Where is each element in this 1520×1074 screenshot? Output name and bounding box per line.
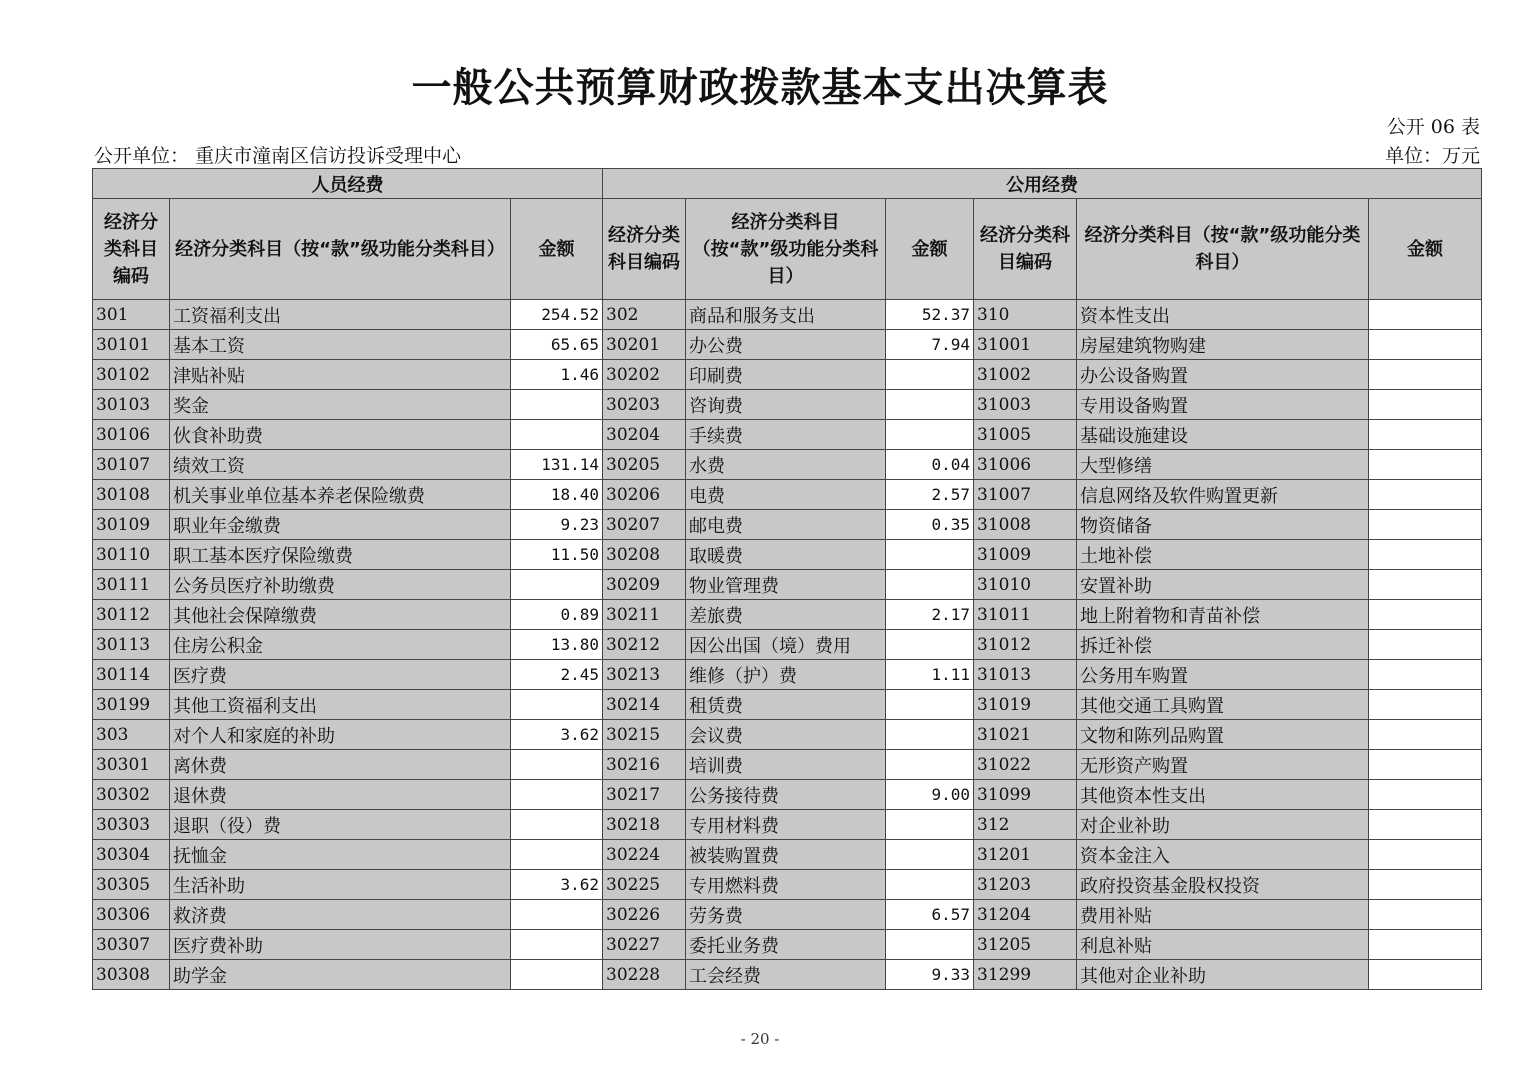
cell-p-code: 30199 bbox=[93, 690, 170, 720]
cell-c-name: 地上附着物和青苗补偿 bbox=[1077, 600, 1369, 630]
cell-p-name: 机关事业单位基本养老保险缴费 bbox=[170, 480, 511, 510]
cell-u-name: 水费 bbox=[686, 450, 886, 480]
cell-p-code: 30107 bbox=[93, 450, 170, 480]
cell-p-name: 助学金 bbox=[170, 960, 511, 990]
cell-u-amount: 6.57 bbox=[886, 900, 974, 930]
cell-c-amount bbox=[1369, 600, 1482, 630]
cell-p-name: 基本工资 bbox=[170, 330, 511, 360]
cell-c-name: 土地补偿 bbox=[1077, 540, 1369, 570]
cell-p-code: 30301 bbox=[93, 750, 170, 780]
cell-p-code: 30302 bbox=[93, 780, 170, 810]
cell-c-name: 基础设施建设 bbox=[1077, 420, 1369, 450]
cell-c-code: 31021 bbox=[974, 720, 1077, 750]
cell-u-code: 30215 bbox=[603, 720, 686, 750]
cell-p-code: 30102 bbox=[93, 360, 170, 390]
cell-c-code: 31003 bbox=[974, 390, 1077, 420]
cell-u-code: 30225 bbox=[603, 870, 686, 900]
cell-c-name: 信息网络及软件购置更新 bbox=[1077, 480, 1369, 510]
cell-u-name: 专用燃料费 bbox=[686, 870, 886, 900]
cell-p-name: 离休费 bbox=[170, 750, 511, 780]
cell-c-name: 其他资本性支出 bbox=[1077, 780, 1369, 810]
table-row bbox=[93, 300, 1482, 330]
cell-u-name: 租赁费 bbox=[686, 690, 886, 720]
cell-c-code: 31201 bbox=[974, 840, 1077, 870]
cell-u-amount bbox=[886, 810, 974, 840]
cell-u-name: 咨询费 bbox=[686, 390, 886, 420]
cell-p-name: 生活补助 bbox=[170, 870, 511, 900]
cell-p-amount: 65.65 bbox=[511, 330, 603, 360]
cell-p-amount bbox=[511, 960, 603, 990]
cell-u-name: 商品和服务支出 bbox=[686, 300, 886, 330]
cell-p-code: 30303 bbox=[93, 810, 170, 840]
cell-p-amount: 2.45 bbox=[511, 660, 603, 690]
table-row bbox=[93, 930, 1482, 960]
cell-p-name: 医疗费 bbox=[170, 660, 511, 690]
cell-u-code: 30226 bbox=[603, 900, 686, 930]
cell-c-name: 费用补贴 bbox=[1077, 900, 1369, 930]
cell-u-code: 30203 bbox=[603, 390, 686, 420]
cell-c-amount bbox=[1369, 750, 1482, 780]
cell-u-amount bbox=[886, 870, 974, 900]
cell-p-name: 其他社会保障缴费 bbox=[170, 600, 511, 630]
cell-c-code: 31001 bbox=[974, 330, 1077, 360]
table-row bbox=[93, 870, 1482, 900]
cell-u-code: 30207 bbox=[603, 510, 686, 540]
cell-c-amount bbox=[1369, 510, 1482, 540]
cell-u-code: 30217 bbox=[603, 780, 686, 810]
cell-u-code: 30208 bbox=[603, 540, 686, 570]
cell-c-code: 31006 bbox=[974, 450, 1077, 480]
header-c-name: 经济分类科目（按“款”级功能分类科目） bbox=[1077, 199, 1369, 300]
cell-c-code: 31011 bbox=[974, 600, 1077, 630]
cell-u-name: 邮电费 bbox=[686, 510, 886, 540]
cell-p-code: 30306 bbox=[93, 900, 170, 930]
cell-u-name: 办公费 bbox=[686, 330, 886, 360]
cell-p-amount bbox=[511, 570, 603, 600]
cell-c-name: 文物和陈列品购置 bbox=[1077, 720, 1369, 750]
cell-p-amount bbox=[511, 840, 603, 870]
cell-p-amount bbox=[511, 810, 603, 840]
cell-u-code: 30212 bbox=[603, 630, 686, 660]
cell-c-name: 利息补贴 bbox=[1077, 930, 1369, 960]
cell-p-amount bbox=[511, 690, 603, 720]
table-row bbox=[93, 720, 1482, 750]
header-u-name: 经济分类科目（按“款”级功能分类科目） bbox=[686, 199, 886, 300]
cell-c-amount bbox=[1369, 570, 1482, 600]
cell-c-code: 31008 bbox=[974, 510, 1077, 540]
cell-u-name: 培训费 bbox=[686, 750, 886, 780]
cell-c-code: 31022 bbox=[974, 750, 1077, 780]
cell-c-name: 拆迁补偿 bbox=[1077, 630, 1369, 660]
table-row bbox=[93, 840, 1482, 870]
cell-p-amount: 3.62 bbox=[511, 720, 603, 750]
cell-p-code: 30304 bbox=[93, 840, 170, 870]
header-c-code: 经济分类科目编码 bbox=[974, 199, 1077, 300]
cell-c-amount bbox=[1369, 690, 1482, 720]
cell-p-name: 对个人和家庭的补助 bbox=[170, 720, 511, 750]
cell-u-name: 专用材料费 bbox=[686, 810, 886, 840]
cell-u-amount bbox=[886, 720, 974, 750]
cell-u-code: 30213 bbox=[603, 660, 686, 690]
cell-c-amount bbox=[1369, 450, 1482, 480]
cell-p-name: 工资福利支出 bbox=[170, 300, 511, 330]
cell-c-name: 大型修缮 bbox=[1077, 450, 1369, 480]
cell-p-name: 退职（役）费 bbox=[170, 810, 511, 840]
cell-c-name: 物资储备 bbox=[1077, 510, 1369, 540]
cell-c-name: 专用设备购置 bbox=[1077, 390, 1369, 420]
cell-u-amount: 7.94 bbox=[886, 330, 974, 360]
cell-u-name: 物业管理费 bbox=[686, 570, 886, 600]
cell-p-amount bbox=[511, 390, 603, 420]
cell-c-name: 房屋建筑物购建 bbox=[1077, 330, 1369, 360]
cell-c-code: 31005 bbox=[974, 420, 1077, 450]
cell-p-code: 30106 bbox=[93, 420, 170, 450]
cell-u-code: 30204 bbox=[603, 420, 686, 450]
section-header-row bbox=[93, 169, 1482, 199]
cell-u-name: 维修（护）费 bbox=[686, 660, 886, 690]
cell-c-name: 安置补助 bbox=[1077, 570, 1369, 600]
cell-c-code: 31007 bbox=[974, 480, 1077, 510]
cell-u-name: 差旅费 bbox=[686, 600, 886, 630]
section-personnel: 人员经费 bbox=[93, 169, 603, 199]
cell-c-amount bbox=[1369, 780, 1482, 810]
cell-u-amount bbox=[886, 420, 974, 450]
cell-c-amount bbox=[1369, 870, 1482, 900]
table-tag: 公开 06 表 bbox=[1386, 116, 1480, 138]
cell-c-amount bbox=[1369, 330, 1482, 360]
cell-u-code: 30206 bbox=[603, 480, 686, 510]
cell-u-code: 30209 bbox=[603, 570, 686, 600]
cell-c-amount bbox=[1369, 720, 1482, 750]
budget-table bbox=[92, 168, 1482, 990]
table-row bbox=[93, 510, 1482, 540]
cell-u-name: 工会经费 bbox=[686, 960, 886, 990]
cell-u-amount bbox=[886, 630, 974, 660]
cell-p-code: 30307 bbox=[93, 930, 170, 960]
cell-c-name: 资本性支出 bbox=[1077, 300, 1369, 330]
cell-c-amount bbox=[1369, 840, 1482, 870]
cell-c-name: 其他对企业补助 bbox=[1077, 960, 1369, 990]
cell-u-amount bbox=[886, 390, 974, 420]
cell-p-name: 退休费 bbox=[170, 780, 511, 810]
header-c-amount: 金额 bbox=[1369, 199, 1482, 300]
cell-u-amount: 9.33 bbox=[886, 960, 974, 990]
table-row bbox=[93, 900, 1482, 930]
cell-c-code: 310 bbox=[974, 300, 1077, 330]
table-row bbox=[93, 750, 1482, 780]
cell-u-name: 公务接待费 bbox=[686, 780, 886, 810]
cell-u-code: 302 bbox=[603, 300, 686, 330]
table-row bbox=[93, 690, 1482, 720]
report-title: 一般公共预算财政拨款基本支出决算表 bbox=[411, 65, 1109, 111]
cell-u-amount: 2.57 bbox=[886, 480, 974, 510]
section-public: 公用经费 bbox=[603, 169, 1482, 199]
cell-u-code: 30216 bbox=[603, 750, 686, 780]
cell-c-code: 31204 bbox=[974, 900, 1077, 930]
cell-c-code: 31299 bbox=[974, 960, 1077, 990]
cell-u-amount: 0.04 bbox=[886, 450, 974, 480]
table-row bbox=[93, 360, 1482, 390]
table-row bbox=[93, 330, 1482, 360]
cell-p-amount: 0.89 bbox=[511, 600, 603, 630]
table-row bbox=[93, 960, 1482, 990]
cell-p-amount bbox=[511, 750, 603, 780]
cell-u-amount bbox=[886, 360, 974, 390]
cell-u-amount: 52.37 bbox=[886, 300, 974, 330]
cell-p-name: 奖金 bbox=[170, 390, 511, 420]
cell-u-name: 印刷费 bbox=[686, 360, 886, 390]
cell-c-amount bbox=[1369, 900, 1482, 930]
cell-p-amount bbox=[511, 930, 603, 960]
cell-u-code: 30201 bbox=[603, 330, 686, 360]
cell-p-name: 伙食补助费 bbox=[170, 420, 511, 450]
cell-c-amount bbox=[1369, 930, 1482, 960]
cell-c-code: 31099 bbox=[974, 780, 1077, 810]
cell-c-code: 31205 bbox=[974, 930, 1077, 960]
cell-c-code: 31009 bbox=[974, 540, 1077, 570]
table-row bbox=[93, 780, 1482, 810]
header-p-code: 经济分类科目编码 bbox=[93, 199, 170, 300]
cell-u-name: 电费 bbox=[686, 480, 886, 510]
table-row bbox=[93, 420, 1482, 450]
cell-p-amount: 3.62 bbox=[511, 870, 603, 900]
cell-c-code: 31012 bbox=[974, 630, 1077, 660]
header-u-code: 经济分类科目编码 bbox=[603, 199, 686, 300]
cell-u-code: 30211 bbox=[603, 600, 686, 630]
cell-u-amount bbox=[886, 690, 974, 720]
table-row bbox=[93, 600, 1482, 630]
table-row bbox=[93, 450, 1482, 480]
table-row bbox=[93, 810, 1482, 840]
cell-p-amount: 13.80 bbox=[511, 630, 603, 660]
currency-unit: 单位：万元 bbox=[1384, 145, 1480, 167]
cell-c-code: 31203 bbox=[974, 870, 1077, 900]
cell-u-code: 30227 bbox=[603, 930, 686, 960]
reporting-unit: 公开单位： 重庆市潼南区信访投诉受理中心 bbox=[94, 145, 462, 167]
table-row bbox=[93, 660, 1482, 690]
cell-u-amount bbox=[886, 540, 974, 570]
cell-c-name: 政府投资基金股权投资 bbox=[1077, 870, 1369, 900]
cell-c-amount bbox=[1369, 480, 1482, 510]
column-header-row bbox=[93, 199, 1482, 300]
cell-u-code: 30205 bbox=[603, 450, 686, 480]
cell-p-amount bbox=[511, 780, 603, 810]
cell-c-name: 无形资产购置 bbox=[1077, 750, 1369, 780]
cell-p-name: 职工基本医疗保险缴费 bbox=[170, 540, 511, 570]
header-p-name: 经济分类科目（按“款”级功能分类科目） bbox=[170, 199, 511, 300]
cell-c-name: 办公设备购置 bbox=[1077, 360, 1369, 390]
cell-p-code: 30114 bbox=[93, 660, 170, 690]
cell-u-name: 劳务费 bbox=[686, 900, 886, 930]
table-row bbox=[93, 570, 1482, 600]
cell-p-code: 30110 bbox=[93, 540, 170, 570]
table-row bbox=[93, 390, 1482, 420]
cell-p-code: 30101 bbox=[93, 330, 170, 360]
cell-u-code: 30218 bbox=[603, 810, 686, 840]
cell-p-code: 301 bbox=[93, 300, 170, 330]
cell-p-code: 30308 bbox=[93, 960, 170, 990]
cell-u-name: 委托业务费 bbox=[686, 930, 886, 960]
cell-p-code: 30103 bbox=[93, 390, 170, 420]
cell-c-amount bbox=[1369, 300, 1482, 330]
cell-u-name: 被装购置费 bbox=[686, 840, 886, 870]
cell-c-amount bbox=[1369, 660, 1482, 690]
cell-p-amount: 254.52 bbox=[511, 300, 603, 330]
cell-u-amount bbox=[886, 750, 974, 780]
cell-u-amount: 0.35 bbox=[886, 510, 974, 540]
table-row bbox=[93, 480, 1482, 510]
cell-p-amount: 9.23 bbox=[511, 510, 603, 540]
cell-p-code: 30108 bbox=[93, 480, 170, 510]
cell-p-amount: 131.14 bbox=[511, 450, 603, 480]
page-number: - 20 - bbox=[740, 1030, 780, 1048]
cell-c-code: 31013 bbox=[974, 660, 1077, 690]
cell-p-amount bbox=[511, 900, 603, 930]
table-row bbox=[93, 540, 1482, 570]
cell-c-amount bbox=[1369, 630, 1482, 660]
cell-p-name: 公务员医疗补助缴费 bbox=[170, 570, 511, 600]
cell-c-code: 31002 bbox=[974, 360, 1077, 390]
cell-p-name: 职业年金缴费 bbox=[170, 510, 511, 540]
cell-p-amount: 1.46 bbox=[511, 360, 603, 390]
cell-c-name: 其他交通工具购置 bbox=[1077, 690, 1369, 720]
cell-p-code: 30109 bbox=[93, 510, 170, 540]
cell-u-code: 30202 bbox=[603, 360, 686, 390]
cell-c-amount bbox=[1369, 810, 1482, 840]
table-row bbox=[93, 630, 1482, 660]
cell-u-amount bbox=[886, 930, 974, 960]
cell-p-name: 医疗费补助 bbox=[170, 930, 511, 960]
cell-c-code: 312 bbox=[974, 810, 1077, 840]
cell-u-amount: 9.00 bbox=[886, 780, 974, 810]
cell-c-name: 公务用车购置 bbox=[1077, 660, 1369, 690]
cell-u-amount bbox=[886, 840, 974, 870]
cell-u-amount: 2.17 bbox=[886, 600, 974, 630]
cell-p-name: 抚恤金 bbox=[170, 840, 511, 870]
cell-u-code: 30214 bbox=[603, 690, 686, 720]
cell-p-code: 30113 bbox=[93, 630, 170, 660]
cell-p-code: 30112 bbox=[93, 600, 170, 630]
cell-c-name: 对企业补助 bbox=[1077, 810, 1369, 840]
cell-c-amount bbox=[1369, 360, 1482, 390]
cell-c-amount bbox=[1369, 420, 1482, 450]
cell-c-code: 31019 bbox=[974, 690, 1077, 720]
cell-p-code: 30111 bbox=[93, 570, 170, 600]
cell-p-code: 303 bbox=[93, 720, 170, 750]
cell-u-name: 取暖费 bbox=[686, 540, 886, 570]
cell-u-code: 30228 bbox=[603, 960, 686, 990]
cell-c-name: 资本金注入 bbox=[1077, 840, 1369, 870]
cell-u-name: 手续费 bbox=[686, 420, 886, 450]
cell-u-code: 30224 bbox=[603, 840, 686, 870]
cell-u-amount: 1.11 bbox=[886, 660, 974, 690]
cell-c-amount bbox=[1369, 390, 1482, 420]
cell-p-name: 救济费 bbox=[170, 900, 511, 930]
cell-p-name: 津贴补贴 bbox=[170, 360, 511, 390]
cell-c-amount bbox=[1369, 960, 1482, 990]
cell-u-name: 会议费 bbox=[686, 720, 886, 750]
cell-p-code: 30305 bbox=[93, 870, 170, 900]
header-u-amount: 金额 bbox=[886, 199, 974, 300]
cell-p-name: 其他工资福利支出 bbox=[170, 690, 511, 720]
header-p-amount: 金额 bbox=[511, 199, 603, 300]
cell-p-name: 住房公积金 bbox=[170, 630, 511, 660]
cell-u-name: 因公出国（境）费用 bbox=[686, 630, 886, 660]
cell-p-amount: 11.50 bbox=[511, 540, 603, 570]
cell-u-amount bbox=[886, 570, 974, 600]
cell-c-amount bbox=[1369, 540, 1482, 570]
cell-p-name: 绩效工资 bbox=[170, 450, 511, 480]
cell-p-amount: 18.40 bbox=[511, 480, 603, 510]
cell-c-code: 31010 bbox=[974, 570, 1077, 600]
cell-p-amount bbox=[511, 420, 603, 450]
